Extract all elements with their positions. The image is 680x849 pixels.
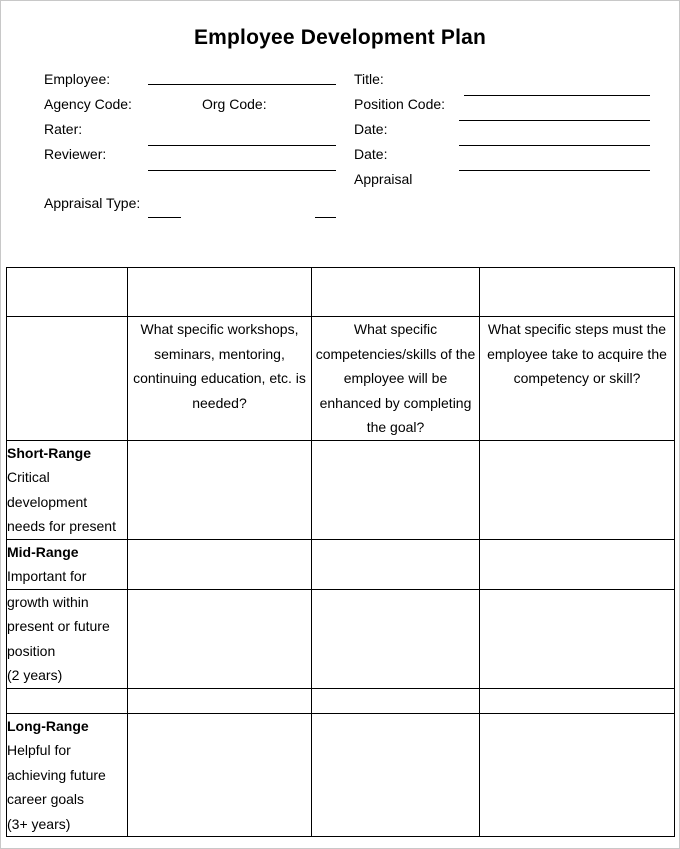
table-cell[interactable] <box>312 713 480 837</box>
mid-range-label: Mid-Range Important for <box>7 539 128 589</box>
short-range-label: Short-Range Critical development needs for present <box>7 440 128 539</box>
mid-range-row <box>7 539 675 589</box>
employee-label: Employee: <box>44 71 111 87</box>
page-title: Employee Development Plan <box>193 26 487 49</box>
table-cell[interactable] <box>128 539 312 589</box>
appraisal-label: Appraisal <box>354 171 413 187</box>
steps-question-header: What specific steps must the employee take to acquire the competency or skill? <box>480 317 675 441</box>
mid-range-description: growth within present or future position (2 years) <box>7 589 128 688</box>
org-code-label: Org Code: <box>202 96 267 112</box>
employee-blank-line[interactable] <box>148 84 336 85</box>
table-cell[interactable] <box>480 539 675 589</box>
spacer-row <box>7 688 675 713</box>
date-blank-line-1[interactable] <box>459 145 650 146</box>
table-cell[interactable] <box>312 688 480 713</box>
appraisal-type-blank-line[interactable] <box>148 217 181 218</box>
appraisal-type-blank-line-2[interactable] <box>315 217 336 218</box>
date-label-1: Date: <box>354 121 388 137</box>
table-cell[interactable] <box>312 440 480 539</box>
table-row <box>7 317 675 441</box>
title-label: Title: <box>354 71 384 87</box>
development-plan-table <box>6 267 675 837</box>
date-blank-line-2[interactable] <box>459 170 650 171</box>
table-cell[interactable] <box>7 688 128 713</box>
table-cell[interactable] <box>128 268 312 317</box>
table-cell[interactable] <box>128 589 312 688</box>
workshops-question-header: What specific workshops, seminars, mentoring, continuing education, etc. is needed? <box>128 317 312 441</box>
table-cell[interactable] <box>480 268 675 317</box>
position-code-label: Position Code: <box>354 96 446 112</box>
title-blank-line[interactable] <box>464 95 650 96</box>
table-cell[interactable] <box>128 688 312 713</box>
table-cell[interactable] <box>480 688 675 713</box>
agency-code-label: Agency Code: <box>44 96 132 112</box>
long-range-row <box>7 713 675 837</box>
table-cell[interactable] <box>7 268 128 317</box>
short-range-row <box>7 440 675 539</box>
competencies-question-header: What specific competencies/skills of the employee will be enhanced by completing the goal? <box>312 317 480 441</box>
long-range-label: Long-Range Helpful for achieving future career goals (3+ years) <box>7 713 128 837</box>
table-row <box>7 268 675 317</box>
date-label-2: Date: <box>354 146 388 162</box>
reviewer-blank-line[interactable] <box>148 170 336 171</box>
appraisal-type-label: Appraisal Type: <box>44 195 141 211</box>
reviewer-label: Reviewer: <box>44 146 107 162</box>
table-cell[interactable] <box>480 440 675 539</box>
table-cell[interactable] <box>7 317 128 441</box>
table-cell[interactable] <box>480 713 675 837</box>
table-cell[interactable] <box>312 589 480 688</box>
position-code-blank-line[interactable] <box>459 120 650 121</box>
rater-label: Rater: <box>44 121 83 137</box>
table-cell[interactable] <box>480 589 675 688</box>
table-cell[interactable] <box>312 539 480 589</box>
rater-blank-line[interactable] <box>148 145 336 146</box>
table-cell[interactable] <box>128 440 312 539</box>
table-cell[interactable] <box>312 268 480 317</box>
table-cell[interactable] <box>128 713 312 837</box>
mid-range-continued-row <box>7 589 675 688</box>
